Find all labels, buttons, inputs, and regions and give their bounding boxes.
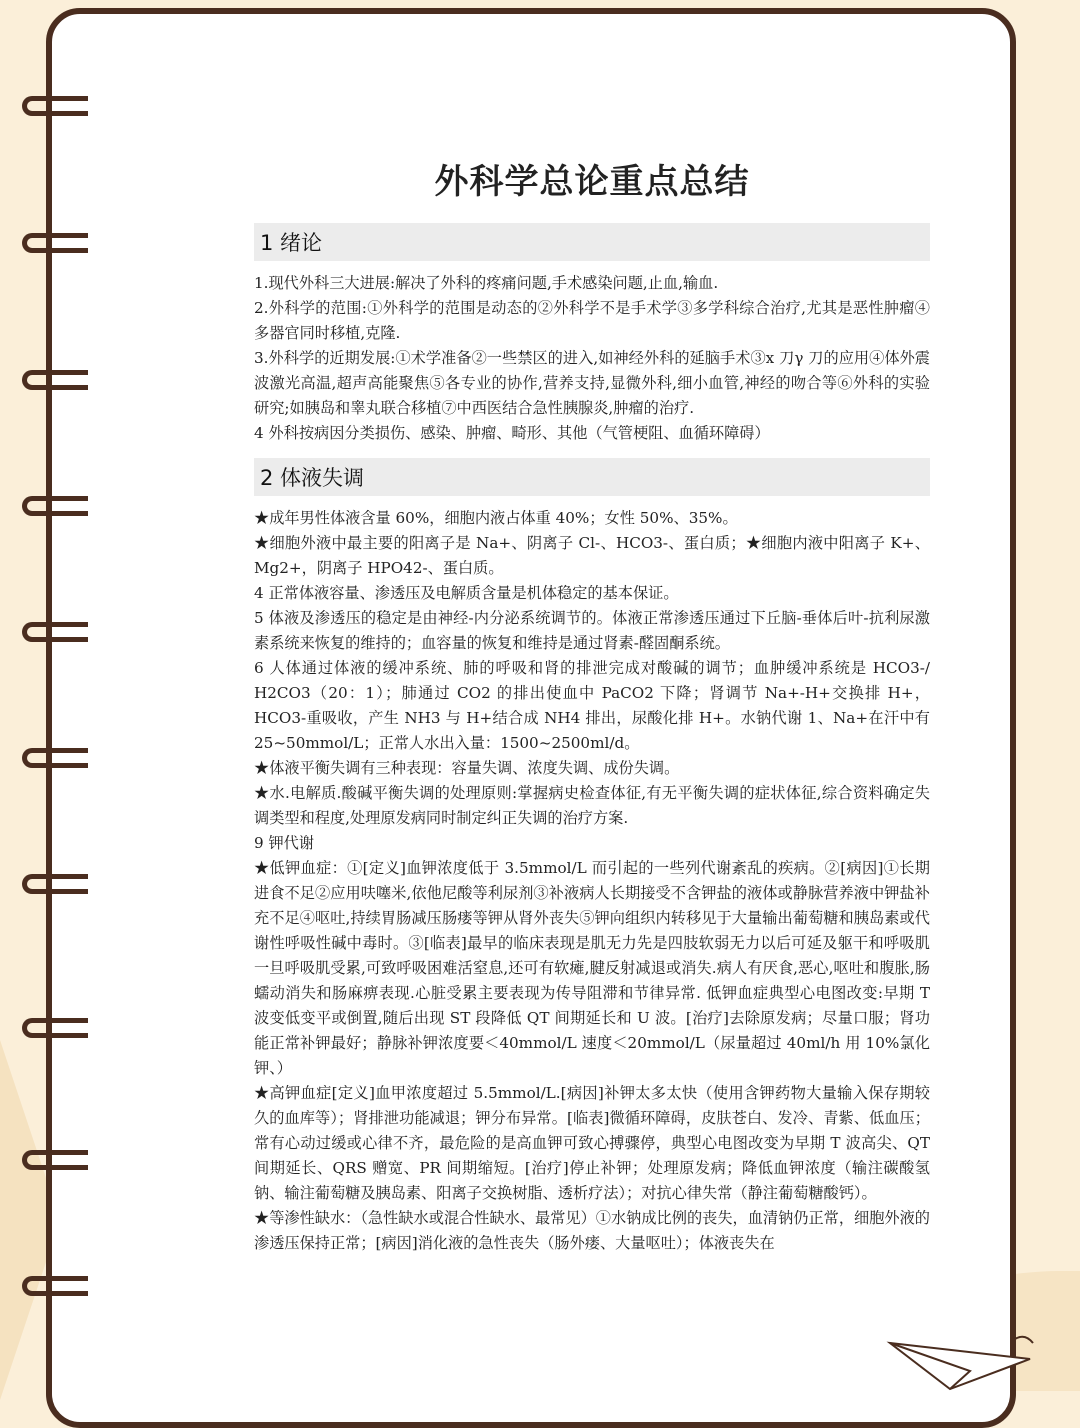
paragraph: ★低钾血症：①[定义]血钾浓度低于 3.5mmol/L 而引起的一些列代谢紊乱的疾病。②[病因]①长期进食不足②应用呋噻米,依他尼酸等利尿剂③补液病人长期接受不含钾盐的液体或静脉营养液中钾盐补充不足④呕吐,持续胃肠减压肠瘘等钾从肾外丧失⑤钾向组织内转移见于大量输出葡萄糖和胰岛素或代谢性呼吸性碱中毒时。③[临表]最早的临床表现是肌无力先是四肢软弱无力以后可延及躯干和呼吸肌一旦呼吸肌受累,可致呼吸困难活窒息,还可有软瘫,腱反射减退或消失.病人有厌食,恶心,呕吐和腹胀,肠蠕动消失和肠麻痹表现.心脏受累主要表现为传导阻滞和节律异常. 低钾血症典型心电图改变:早期 T 波变低变平或倒置,随后出现 ST 段降低 QT 间期延长和 U 波。[治疗]去除原发病；尽量口服；肾功能正常补钾最好；静脉补钾浓度要＜40mmol/L 速度＜20mmol/L（尿量超过 40ml/h 用 10%氯化钾、） (254, 859, 930, 1077)
paragraph: 5 体液及渗透压的稳定是由神经-内分泌系统调节的。体液正常渗透压通过下丘脑-垂体后叶-抗利尿激素系统来恢复的维持的；血容量的恢复和维持是通过肾素-醛固酮系统。 (254, 609, 930, 652)
paragraph: ★水.电解质.酸碱平衡失调的处理原则:掌握病史检查体征,有无平衡失调的症状体征,综合资料确定失调类型和程度,处理原发病同时制定纠正失调的治疗方案. (254, 784, 930, 827)
binder-ring-icon (22, 748, 88, 768)
paragraph: ★细胞外液中最主要的阳离子是 Na+、阴离子 Cl-、HCO3-、蛋白质；★细胞内液中阳离子 K+、Mg2+，阴离子 HPO42-、蛋白质。 (254, 534, 930, 577)
binder-ring-icon (22, 1018, 88, 1038)
paragraph: ★体液平衡失调有三种表现：容量失调、浓度失调、成份失调。 (254, 759, 680, 777)
paragraph: 1.现代外科三大进展:解决了外科的疼痛问题,手术感染问题,止血,输血. (254, 274, 719, 292)
binder-ring-icon (22, 1150, 88, 1170)
paragraph: 2.外科学的范围:①外科学的范围是动态的②外科学不是手术学③多学科综合治疗,尤其是恶性肿瘤④多器官同时移植,克隆. (254, 299, 930, 342)
binder-ring-icon (22, 96, 88, 116)
binder-ring-icon (22, 233, 88, 253)
paragraph: 9 钾代谢 (254, 834, 315, 852)
notebook-page (46, 8, 1016, 1428)
binder-ring-icon (22, 874, 88, 894)
section-heading: 2 体液失调 (254, 458, 930, 496)
paragraph: ★等渗性缺水：（急性缺水或混合性缺水、最常见）①水钠成比例的丧失，血清钠仍正常，细胞外液的渗透压保持正常；[病因]消化液的急性丧失（肠外瘘、大量呕吐）；体液丧失在 (254, 1209, 930, 1252)
paper-plane-icon (880, 1331, 1040, 1391)
paragraph: ★高钾血症[定义]血甲浓度超过 5.5mmol/L.[病因]补钾太多太快（使用含钾药物大量输入保存期较久的血库等）；肾排泄功能减退；钾分布异常。[临表]微循环障碍，皮肤苍白、发冷、青紫、低血压；常有心动过缓或心律不齐，最危险的是高血钾可致心搏骤停，典型心电图改变为早期 T 波高尖、QT 间期延长、QRS 赠宽、PR 间期缩短。[治疗]停止补钾；处理原发病；降低血钾浓度（输注碳酸氢钠、输注葡萄糖及胰岛素、阳离子交换树脂、透析疗法）；对抗心律失常（静注葡萄糖酸钙）。 (254, 1084, 930, 1202)
document-title: 外科学总论重点总结 (434, 162, 750, 202)
section-body-fluid (254, 458, 930, 1256)
binder-ring-icon (22, 622, 88, 642)
section-introduction (254, 223, 930, 446)
binder-ring-icon (22, 1276, 88, 1296)
document-content (254, 154, 930, 1256)
section-heading: 1 绪论 (254, 223, 930, 261)
paragraph: 4 外科按病因分类损伤、感染、肿瘤、畸形、其他（气管梗阻、血循环障碍） (254, 424, 770, 442)
binder-ring-icon (22, 370, 88, 390)
paragraph: 3.外科学的近期发展:①术学准备②一些禁区的进入,如神经外科的延脑手术③x 刀γ 刀的应用④体外震波激光高温,超声高能聚焦⑤各专业的协作,营养支持,显微外科,细小血管,神经的吻合等⑥外科的实验研究;如胰岛和睾丸联合移植⑦中西医结合急性胰腺炎,肿瘤的治疗. (254, 349, 930, 417)
binder-ring-icon (22, 496, 88, 516)
paragraph: 4 正常体液容量、渗透压及电解质含量是机体稳定的基本保证。 (254, 584, 679, 602)
paragraph: ★成年男性体液含量 60%，细胞内液占体重 40%；女性 50%、35%。 (254, 509, 738, 527)
paragraph: 6 人体通过体液的缓冲系统、肺的呼吸和肾的排泄完成对酸碱的调节；血肿缓冲系统是 HCO3-/ H2CO3（20：1）；肺通过 CO2 的排出使血中 PaCO2 下降；肾调节 Na+-H+交换排 H+，HCO3-重吸收，产生 NH3 与 H+结合成 NH4 排出，尿酸化排 H+。水钠代谢 1、Na+在汗中有 25~50mmol/L；正常人水出入量：1500~2500ml/d。 (254, 659, 930, 752)
